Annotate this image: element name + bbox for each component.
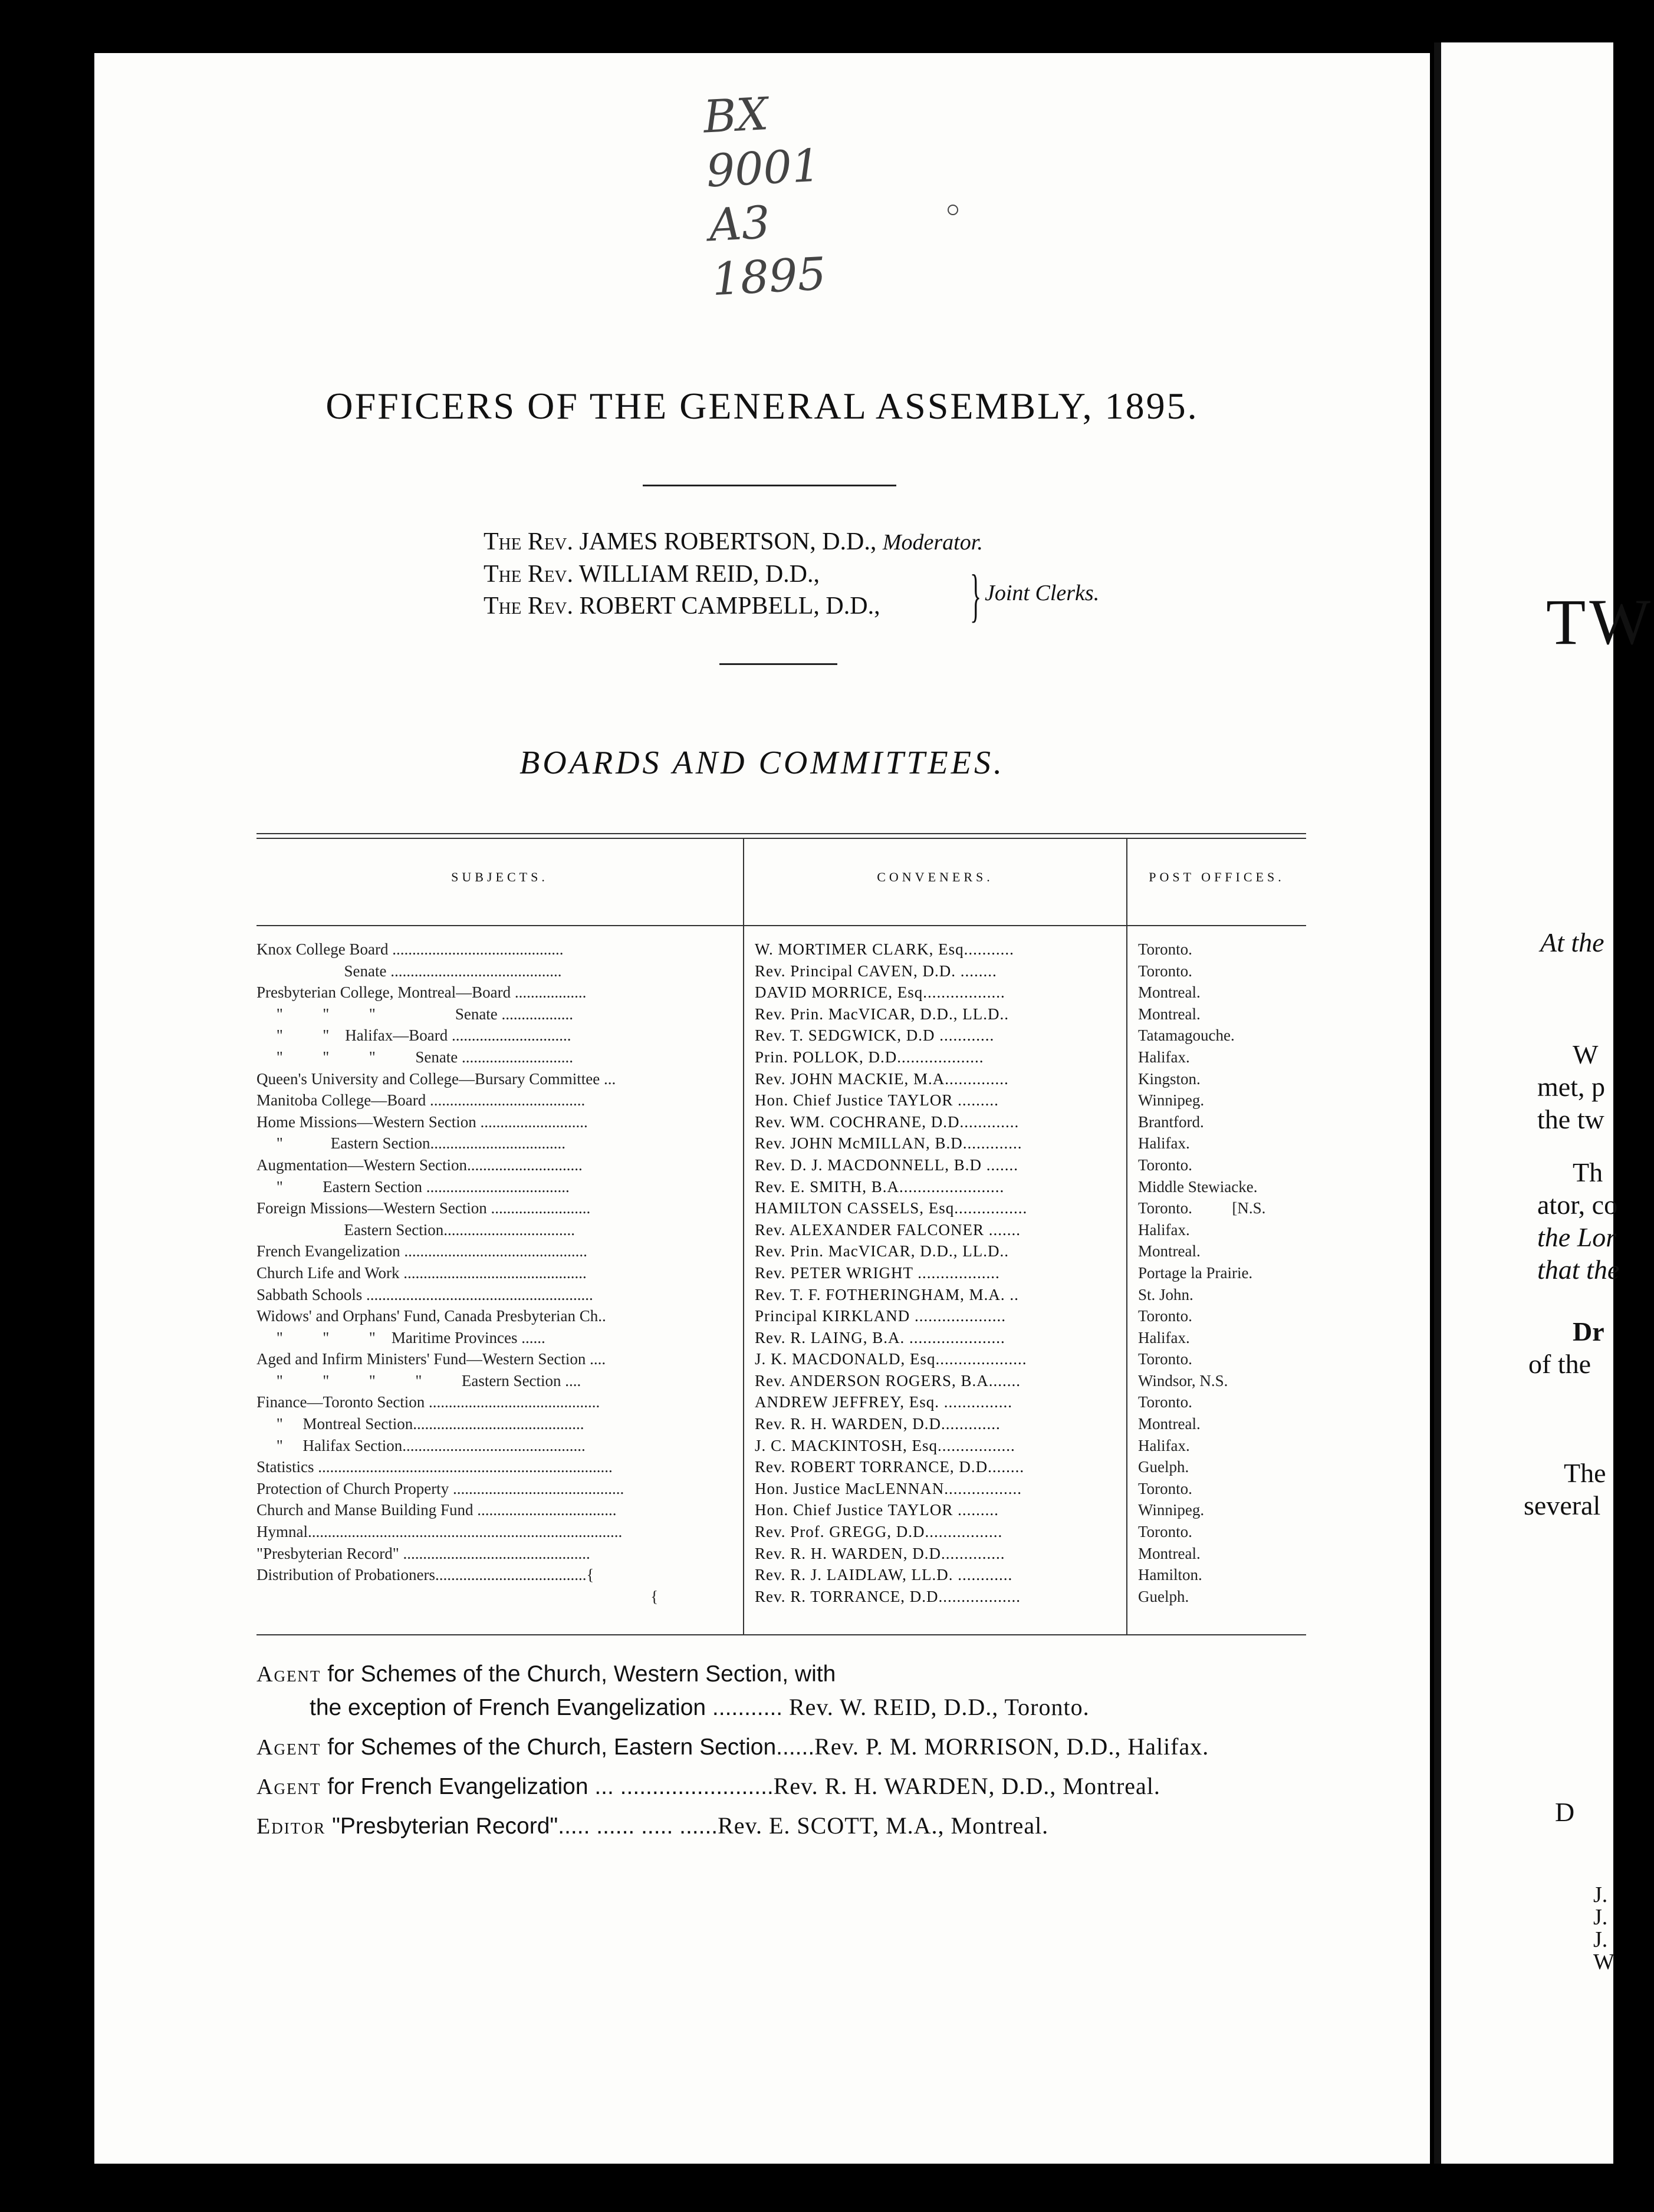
table-row bbox=[257, 1003, 1306, 1025]
table-row bbox=[257, 960, 1306, 982]
table-row bbox=[257, 1133, 1306, 1154]
right-page-fragment bbox=[1434, 42, 1654, 2212]
subject-cell: Foreign Missions—Western Section ......................... bbox=[257, 1199, 591, 1217]
right-page-heading-fragment: TW bbox=[1546, 586, 1654, 658]
post-office-cell: Halifax. bbox=[1138, 1048, 1190, 1066]
editor-description: "Presbyterian Record"..... ...... ..... ...... bbox=[325, 1813, 718, 1839]
post-office-cell: Toronto. bbox=[1138, 1307, 1192, 1325]
convener-cell: Hon. Chief Justice TAYLOR ......... bbox=[755, 1501, 999, 1519]
convener-cell: W. MORTIMER CLARK, Esq........... bbox=[755, 940, 1014, 958]
subject-cell: " " " Senate .................. bbox=[257, 1005, 574, 1023]
subject-cell: Hymnal............................................................................... bbox=[257, 1523, 623, 1541]
post-office-cell: St. John. bbox=[1138, 1285, 1193, 1304]
convener-cell: HAMILTON CASSELS, Esq................ bbox=[755, 1199, 1028, 1217]
table-row bbox=[257, 1564, 1306, 1586]
table-row bbox=[257, 1262, 1306, 1284]
header-conveners: CONVENERS. bbox=[877, 870, 994, 884]
officers-list bbox=[484, 526, 983, 622]
boards-title: BOARDS AND COMMITTEES. bbox=[519, 745, 1005, 781]
subject-cell: Senate ........................................... bbox=[257, 962, 562, 980]
right-page-text: W bbox=[1573, 1039, 1599, 1069]
table-row bbox=[257, 1413, 1306, 1435]
convener-cell: Rev. R. J. LAIDLAW, LL.D. ............ bbox=[755, 1566, 1013, 1584]
convener-cell: Principal KIRKLAND .................... bbox=[755, 1307, 1006, 1325]
convener-cell: Hon. Justice MacLENNAN................. bbox=[755, 1479, 1022, 1497]
convener-cell: J. C. MACKINTOSH, Esq................. bbox=[755, 1436, 1015, 1454]
table-row bbox=[257, 1111, 1306, 1133]
post-office-cell: Toronto. bbox=[1138, 1350, 1192, 1368]
table-body bbox=[257, 939, 1306, 1607]
table-row bbox=[257, 1327, 1306, 1349]
table-row bbox=[257, 1284, 1306, 1306]
table-row bbox=[257, 1025, 1306, 1046]
officer-prefix: The Rev. bbox=[484, 561, 573, 588]
joint-clerks-label: Joint Clerks. bbox=[985, 581, 1100, 605]
agent-description: for Schemes of the Church, Eastern Section...... bbox=[321, 1734, 815, 1760]
table-row bbox=[257, 982, 1306, 1003]
divider-rule bbox=[643, 485, 896, 486]
subject-cell: " " " Maritime Provinces ...... bbox=[257, 1328, 545, 1347]
convener-cell: Rev. Prof. GREGG, D.D................. bbox=[755, 1523, 1003, 1541]
right-page-text: the tw bbox=[1537, 1104, 1604, 1134]
table-row bbox=[257, 1391, 1306, 1413]
scan-bottom-border bbox=[0, 2164, 1613, 2212]
convener-cell: Rev. Prin. MacVICAR, D.D., LL.D.. bbox=[755, 1242, 1009, 1260]
subject-cell: Presbyterian College, Montreal—Board .................. bbox=[257, 983, 587, 1002]
table-row bbox=[257, 1240, 1306, 1262]
table-row bbox=[257, 1435, 1306, 1457]
right-page-text: J. bbox=[1593, 1882, 1608, 1907]
convener-cell: DAVID MORRICE, Esq.................. bbox=[755, 983, 1005, 1002]
editor-name: Rev. E. SCOTT, M.A., Montreal. bbox=[718, 1812, 1049, 1839]
agent-label: Agent bbox=[257, 1775, 321, 1799]
table-row bbox=[257, 1348, 1306, 1370]
page-title: OFFICERS OF THE GENERAL ASSEMBLY, 1895. bbox=[325, 385, 1199, 427]
right-page-text: met, p bbox=[1537, 1072, 1605, 1102]
table-bottom-rule bbox=[257, 1634, 1306, 1635]
subject-cell: Eastern Section................................. bbox=[257, 1220, 575, 1239]
post-office-cell: Toronto. bbox=[1138, 1393, 1192, 1411]
table-row bbox=[257, 1154, 1306, 1176]
right-page-text: Dr bbox=[1573, 1316, 1604, 1347]
table-row bbox=[257, 1176, 1306, 1198]
right-page-text: D bbox=[1555, 1797, 1575, 1827]
post-office-cell: Toronto. bbox=[1138, 940, 1192, 958]
post-office-cell: Hamilton. bbox=[1138, 1566, 1202, 1584]
post-office-cell: Middle Stewiacke. bbox=[1138, 1177, 1258, 1196]
subject-cell: Protection of Church Property ........................................... bbox=[257, 1479, 624, 1497]
subject-cell: "Presbyterian Record" ............................................... bbox=[257, 1544, 590, 1562]
post-office-cell: Winnipeg. bbox=[1138, 1091, 1205, 1110]
officer-name: JAMES ROBERTSON, D.D., bbox=[579, 528, 877, 555]
divider-rule bbox=[719, 663, 837, 665]
committees-table bbox=[257, 824, 1306, 1637]
right-page-text: J. bbox=[1593, 1927, 1608, 1952]
convener-cell: Rev. R. TORRANCE, D.D.................. bbox=[755, 1587, 1021, 1605]
convener-cell: Rev. WM. COCHRANE, D.D............. bbox=[755, 1112, 1020, 1131]
post-office-cell: Halifax. bbox=[1138, 1328, 1190, 1347]
agent-description: for Schemes of the Church, Western Section, with bbox=[321, 1661, 836, 1687]
agent-entry bbox=[257, 1730, 1209, 1764]
post-office-cell: Halifax. bbox=[1138, 1134, 1190, 1153]
subject-cell: Augmentation—Western Section............................. bbox=[257, 1156, 583, 1174]
page-top-edge bbox=[94, 42, 1430, 53]
officer-moderator bbox=[484, 526, 983, 558]
right-page-text: At the bbox=[1540, 927, 1604, 957]
post-office-cell: Guelph. bbox=[1138, 1458, 1189, 1476]
table-row bbox=[257, 1219, 1306, 1241]
agents-list bbox=[257, 1658, 1209, 1843]
agent-label: Agent bbox=[257, 1662, 321, 1687]
post-office-cell: Montreal. bbox=[1138, 1005, 1201, 1023]
table-top-rule bbox=[257, 838, 1306, 839]
ink-dot bbox=[948, 205, 958, 215]
officer-prefix: The Rev. bbox=[484, 592, 573, 620]
subject-cell: Aged and Infirm Ministers' Fund—Western Section .... bbox=[257, 1350, 606, 1368]
left-page bbox=[94, 42, 1430, 2212]
subject-cell: " " " " Eastern Section .... bbox=[257, 1371, 581, 1390]
post-office-cell: Montreal. bbox=[1138, 1242, 1201, 1260]
subject-cell: French Evangelization .............................................. bbox=[257, 1242, 587, 1260]
post-office-cell: Toronto. [N.S. bbox=[1138, 1199, 1266, 1217]
convener-cell: Rev. ANDERSON ROGERS, B.A....... bbox=[755, 1371, 1021, 1390]
table-row bbox=[257, 1305, 1306, 1327]
convener-cell: Rev. R. H. WARDEN, D.D............. bbox=[755, 1415, 1001, 1433]
convener-cell: Rev. JOHN McMILLAN, B.D............. bbox=[755, 1134, 1022, 1153]
convener-cell: Rev. R. LAING, B.A. ..................... bbox=[755, 1328, 1005, 1347]
agent-entry bbox=[257, 1658, 1209, 1691]
table-row bbox=[257, 1046, 1306, 1068]
call-number-line: BX bbox=[702, 87, 770, 143]
table-row bbox=[257, 1499, 1306, 1521]
right-page-text: The bbox=[1564, 1458, 1606, 1488]
post-office-cell: Halifax. bbox=[1138, 1220, 1190, 1239]
officer-clerk bbox=[484, 558, 983, 590]
convener-cell: Rev. Principal CAVEN, D.D. ........ bbox=[755, 962, 997, 980]
post-office-cell: Halifax. bbox=[1138, 1436, 1190, 1454]
convener-cell: ANDREW JEFFREY, Esq. ............... bbox=[755, 1393, 1013, 1411]
agent-entry bbox=[257, 1770, 1209, 1803]
agent-name: Rev. W. REID, D.D., Toronto. bbox=[788, 1694, 1090, 1720]
right-page-text: several bbox=[1524, 1490, 1601, 1520]
agent-name: Rev. R. H. WARDEN, D.D., Montreal. bbox=[773, 1773, 1160, 1799]
page-fold-shadow bbox=[1434, 42, 1441, 2212]
subject-cell: " " " Senate ............................ bbox=[257, 1048, 574, 1066]
call-number-line: A3 bbox=[708, 196, 772, 252]
post-office-cell: Montreal. bbox=[1138, 1544, 1201, 1562]
convener-cell: Prin. POLLOK, D.D................... bbox=[755, 1048, 984, 1066]
convener-cell: Rev. D. J. MACDONNELL, B.D ....... bbox=[755, 1156, 1018, 1174]
subject-cell: { bbox=[257, 1587, 659, 1605]
post-office-cell: Guelph. bbox=[1138, 1587, 1189, 1605]
post-office-cell: Kingston. bbox=[1138, 1069, 1201, 1088]
officer-prefix: The Rev. bbox=[484, 528, 573, 555]
convener-cell: Rev. R. H. WARDEN, D.D.............. bbox=[755, 1544, 1005, 1562]
subject-cell: Distribution of Probationers......................................{ bbox=[257, 1566, 594, 1584]
table-row bbox=[257, 1197, 1306, 1219]
table-row bbox=[257, 1521, 1306, 1543]
post-office-cell: Toronto. bbox=[1138, 1523, 1192, 1541]
header-post-offices: POST OFFICES. bbox=[1149, 870, 1285, 884]
table-row bbox=[257, 1370, 1306, 1392]
subject-cell: Finance—Toronto Section ........................................... bbox=[257, 1393, 600, 1411]
convener-cell: Rev. JOHN MACKIE, M.A.............. bbox=[755, 1069, 1009, 1088]
editor-entry bbox=[257, 1809, 1209, 1843]
convener-cell: Rev. E. SMITH, B.A....................... bbox=[755, 1177, 1005, 1196]
post-office-cell: Toronto. bbox=[1138, 1156, 1192, 1174]
brace-glyph: } bbox=[970, 562, 982, 628]
subject-cell: Statistics .......................................................................... bbox=[257, 1458, 613, 1476]
post-office-cell: Montreal. bbox=[1138, 1415, 1201, 1433]
handwritten-call-number bbox=[702, 78, 949, 307]
right-page-text: Th bbox=[1573, 1157, 1603, 1187]
convener-cell: J. K. MACDONALD, Esq.................... bbox=[755, 1350, 1027, 1368]
editor-label: Editor bbox=[257, 1814, 326, 1839]
post-office-cell: Toronto. bbox=[1138, 962, 1192, 980]
officer-name: ROBERT CAMPBELL, D.D., bbox=[579, 592, 880, 620]
convener-cell: Hon. Chief Justice TAYLOR ......... bbox=[755, 1091, 999, 1110]
subject-cell: Home Missions—Western Section ........................... bbox=[257, 1112, 588, 1131]
header-subjects: SUBJECTS. bbox=[451, 870, 548, 884]
subject-cell: Widows' and Orphans' Fund, Canada Presbyterian Ch.. bbox=[257, 1307, 606, 1325]
post-office-cell: Toronto. bbox=[1138, 1479, 1192, 1497]
right-page-text: ator, co bbox=[1537, 1190, 1618, 1220]
table-row bbox=[257, 1586, 1306, 1608]
table-row bbox=[257, 1089, 1306, 1111]
convener-cell: Rev. PETER WRIGHT .................. bbox=[755, 1263, 1000, 1282]
agent-name: Rev. P. M. MORRISON, D.D., Halifax. bbox=[814, 1733, 1209, 1760]
right-page-text: that the bbox=[1537, 1255, 1620, 1285]
officer-name: WILLIAM REID, D.D., bbox=[578, 561, 820, 588]
subject-cell: " Halifax Section.............................................. bbox=[257, 1436, 586, 1454]
post-office-cell: Tatamagouche. bbox=[1138, 1026, 1235, 1045]
convener-cell: Rev. Prin. MacVICAR, D.D., LL.D.. bbox=[755, 1005, 1009, 1023]
table-row bbox=[257, 939, 1306, 960]
table-top-rule bbox=[257, 833, 1306, 834]
right-page-text: J. bbox=[1593, 1905, 1608, 1930]
right-page-text: W bbox=[1593, 1950, 1614, 1974]
table-row bbox=[257, 1068, 1306, 1090]
agent-description: for French Evangelization ... ........................ bbox=[321, 1774, 774, 1799]
officer-clerk bbox=[484, 590, 983, 622]
right-page-text: the Lor bbox=[1537, 1222, 1617, 1252]
table-row bbox=[257, 1456, 1306, 1478]
subject-cell: Church Life and Work .............................................. bbox=[257, 1263, 587, 1282]
convener-cell: Rev. T. SEDGWICK, D.D ............ bbox=[755, 1026, 995, 1045]
subject-cell: Knox College Board ........................................... bbox=[257, 940, 564, 958]
convener-cell: Rev. T. F. FOTHERINGHAM, M.A. .. bbox=[755, 1285, 1019, 1304]
subject-cell: " Eastern Section .................................... bbox=[257, 1177, 570, 1196]
post-office-cell: Windsor, N.S. bbox=[1138, 1371, 1228, 1390]
subject-cell: Queen's University and College—Bursary Committee ... bbox=[257, 1069, 616, 1088]
convener-cell: Rev. ROBERT TORRANCE, D.D........ bbox=[755, 1458, 1025, 1476]
subject-cell: Church and Manse Building Fund ................................... bbox=[257, 1501, 617, 1519]
table-row bbox=[257, 1478, 1306, 1500]
post-office-cell: Brantford. bbox=[1138, 1112, 1204, 1131]
subject-cell: " Montreal Section........................................... bbox=[257, 1415, 584, 1433]
post-office-cell: Winnipeg. bbox=[1138, 1501, 1205, 1519]
subject-cell: " " Halifax—Board .............................. bbox=[257, 1026, 571, 1045]
subject-cell: " Eastern Section.................................. bbox=[257, 1134, 565, 1153]
subject-cell: Sabbath Schools ......................................................... bbox=[257, 1285, 593, 1304]
agent-description: the exception of French Evangelization ........... bbox=[310, 1695, 789, 1720]
agent-entry-continued bbox=[257, 1691, 1209, 1724]
call-number-line: 9001 bbox=[705, 139, 822, 198]
call-number-line: 1895 bbox=[711, 247, 827, 306]
officer-role: Moderator. bbox=[882, 530, 983, 555]
right-page-text: of the bbox=[1528, 1349, 1591, 1379]
post-office-cell: Portage la Prairie. bbox=[1138, 1263, 1253, 1282]
convener-cell: Rev. ALEXANDER FALCONER ....... bbox=[755, 1220, 1021, 1239]
table-row bbox=[257, 1543, 1306, 1565]
post-office-cell: Montreal. bbox=[1138, 983, 1201, 1002]
agent-label: Agent bbox=[257, 1735, 321, 1760]
subject-cell: Manitoba College—Board ....................................... bbox=[257, 1091, 586, 1110]
table-header-rule bbox=[257, 925, 1306, 926]
